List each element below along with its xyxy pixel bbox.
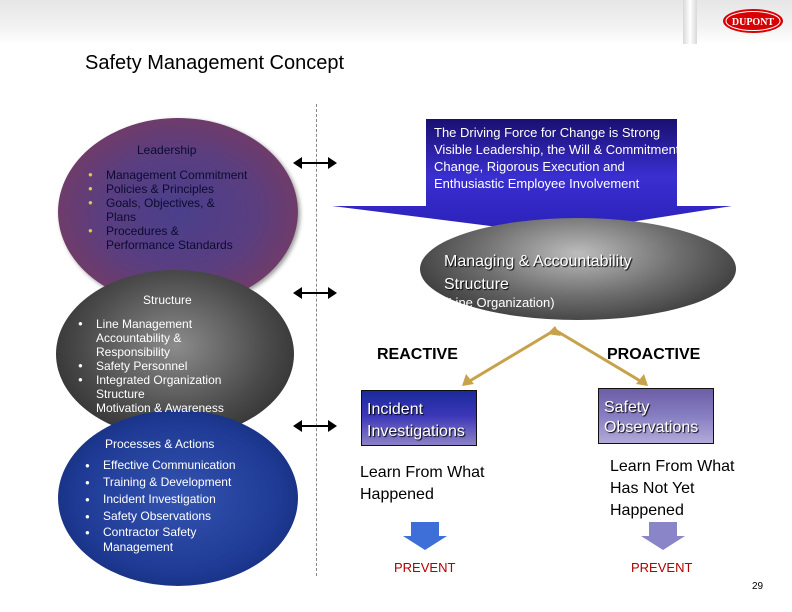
header-stripe (683, 0, 697, 44)
structure-item: ● Integrated Organization Structure (78, 373, 258, 401)
leadership-list (88, 168, 248, 252)
proactive-heading: PROACTIVE (607, 346, 701, 363)
slide-title: Safety Management Concept (85, 52, 345, 74)
structure-item: ● Motivation & Awareness (78, 401, 258, 415)
structure-title: Structure (143, 293, 192, 307)
proactive-down-arrow-icon (641, 522, 685, 550)
processes-item: ● Incident Investigation (85, 491, 260, 508)
reactive-down-arrow-icon (403, 522, 447, 550)
leadership-item: ● Management Commitment (88, 168, 248, 182)
driving-force-text: The Driving Force for Change is Strong Visible Leadership, the Will & Commitment to Change, Rigorous Execution and Enthusiastic Employee Involvement (434, 125, 694, 191)
double-arrow-icon (293, 419, 337, 433)
structure-list (78, 317, 258, 415)
logo-text: DUPONT (731, 17, 775, 28)
processes-title: Processes & Actions (105, 437, 215, 451)
processes-item: ● Safety Observations (85, 508, 260, 525)
managing-title: Managing & Accountability Structure (444, 253, 632, 293)
dupont-logo (722, 8, 784, 34)
proactive-learn-text: Learn From What Has Not Yet Happened (610, 458, 735, 519)
leadership-title: Leadership (137, 143, 197, 157)
structure-item: ● Safety Personnel (78, 359, 258, 373)
center-divider (316, 104, 317, 576)
structure-item: ● Line Management Accountability & Responsibility (78, 317, 258, 359)
leadership-item: ● Goals, Objectives, & Plans (88, 196, 248, 224)
processes-item: ● Contractor Safety Management (85, 525, 260, 555)
managing-subtitle: (Line Organization) (444, 295, 555, 310)
reactive-prevent-label: PREVENT (394, 560, 456, 575)
safety-observations-label: Safety Observations (604, 399, 699, 436)
page-number: 29 (752, 581, 764, 592)
reactive-learn-text: Learn From What Happened (360, 464, 485, 503)
safety-observations-box (598, 388, 714, 444)
incident-investigations-box (361, 390, 477, 446)
leadership-item: ● Policies & Principles (88, 182, 248, 196)
processes-item: ● Effective Communication (85, 457, 260, 474)
double-arrow-icon (293, 156, 337, 170)
processes-item: ● Training & Development (85, 474, 260, 491)
proactive-prevent-label: PREVENT (631, 560, 693, 575)
double-arrow-icon (293, 286, 337, 300)
header-bar (0, 0, 792, 44)
incident-investigations-label: Incident Investigations (367, 401, 465, 440)
reactive-heading: REACTIVE (377, 346, 458, 363)
leadership-item: ● Procedures & Performance Standards (88, 224, 248, 252)
processes-list (85, 457, 260, 555)
